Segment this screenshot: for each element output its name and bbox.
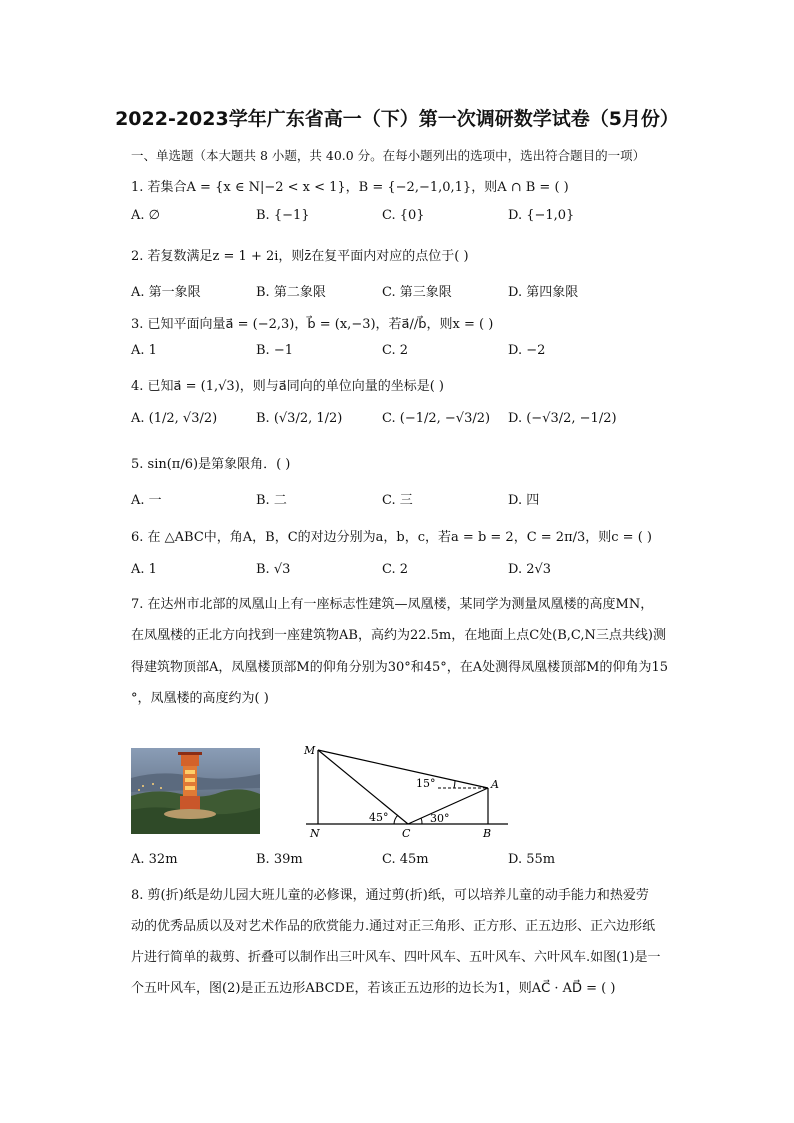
q3-option-a: A. 1: [131, 343, 157, 358]
q1-option-b: B. {−1}: [256, 208, 310, 223]
q2-option-b: B. 第二象限: [256, 285, 326, 300]
question-5-stem: 5. sin(π/6)是第象限角．( ): [131, 457, 291, 472]
question-7-line-1: 7. 在达州市北部的凤凰山上有一座标志性建筑—凤凰楼，某同学为测量凤凰楼的高度MN，: [131, 597, 654, 612]
q5-option-a: A. 一: [131, 493, 162, 508]
q7-option-a: A. 32m: [131, 852, 178, 867]
q3-option-c: C. 2: [382, 343, 409, 358]
point-a-label: A: [491, 778, 499, 791]
q4-option-b: B. (√3/2, 1/2): [256, 411, 343, 426]
q5-option-b: B. 二: [256, 493, 287, 508]
q2-option-c: C. 第三象限: [382, 285, 452, 300]
angle-45-label: 45°: [369, 811, 389, 824]
q6-option-b: B. √3: [256, 562, 291, 577]
q2-option-a: A. 第一象限: [131, 285, 201, 300]
q2-option-d: D. 第四象限: [508, 285, 579, 300]
question-7-line-2: 在凤凰楼的正北方向找到一座建筑物AB，高约为22.5m，在地面上点C处(B,C,N三点共线)测: [131, 628, 666, 643]
question-1-stem: 1. 若集合A = {x ∈ N|−2 < x < 1}，B = {−2,−1,0,1}，则A ∩ B = ( ): [131, 180, 569, 195]
question-4-stem: 4. 已知a⃗ = (1,√3)，则与a⃗同向的单位向量的坐标是( ): [131, 379, 445, 394]
section-heading: 一、单选题（本大题共 8 小题，共 40.0 分。在每小题列出的选项中，选出符合题目的一项）: [131, 148, 646, 163]
q7-option-b: B. 39m: [256, 852, 303, 867]
question-8-line-2: 动的优秀品质以及对艺术作品的欣赏能力.通过对正三角形、正方形、正五边形、正六边形纸: [131, 919, 656, 934]
question-6-stem: 6. 在 △ABC中，角A，B，C的对边分别为a，b，c，若a = b = 2，C = 2π/3，则c = ( ): [131, 530, 652, 545]
q7-option-c: C. 45m: [382, 852, 429, 867]
q4-option-c: C. (−1/2, −√3/2): [382, 411, 491, 426]
point-n-label: N: [310, 827, 320, 840]
q6-option-d: D. 2√3: [508, 562, 552, 577]
question-7-line-3: 得建筑物顶部A，凤凰楼顶部M的仰角分别为30°和45°，在A处测得凤凰楼顶部M的仰角为15: [131, 660, 669, 675]
page-title: 2022-2023学年广东省高一（下）第一次调研数学试卷（5月份）: [115, 108, 679, 130]
q7-option-d: D. 55m: [508, 852, 556, 867]
q5-option-d: D. 四: [508, 493, 540, 508]
q3-option-d: D. −2: [508, 343, 546, 358]
tower-photo: [131, 748, 260, 834]
question-2-stem: 2. 若复数满足z = 1 + 2i，则z̄在复平面内对应的点位于( ): [131, 249, 469, 264]
q1-option-d: D. {−1,0}: [508, 208, 575, 223]
question-8-line-1: 8. 剪(折)纸是幼儿园大班儿童的必修课，通过剪(折)纸，可以培养儿童的动手能力和热爱劳: [131, 888, 649, 903]
q6-option-c: C. 2: [382, 562, 409, 577]
q3-option-b: B. −1: [256, 343, 293, 358]
point-c-label: C: [402, 827, 411, 840]
q4-option-d: D. (−√3/2, −1/2): [508, 411, 617, 426]
q6-option-a: A. 1: [131, 562, 157, 577]
angle-diagram: [298, 738, 512, 844]
q1-option-a: A. ∅: [131, 208, 160, 223]
question-7-line-4: °，凤凰楼的高度约为( ): [131, 691, 269, 706]
question-8-line-3: 片进行简单的裁剪、折叠可以制作出三叶风车、四叶风车、五叶风车、六叶风车.如图(1)是一: [131, 950, 661, 965]
point-m-label: M: [304, 744, 316, 757]
q4-option-a: A. (1/2, √3/2): [131, 411, 218, 426]
angle-15-label: 15°: [416, 777, 436, 790]
point-b-label: B: [483, 827, 492, 840]
angle-30-label: 30°: [430, 812, 450, 825]
q5-option-c: C. 三: [382, 493, 413, 508]
question-3-stem: 3. 已知平面向量a⃗ = (−2,3)，b⃗ = (x,−3)，若a⃗//b⃗，则x = ( ): [131, 317, 494, 332]
q1-option-c: C. {0}: [382, 208, 425, 223]
question-8-line-4: 个五叶风车，图(2)是正五边形ABCDE，若该正五边形的边长为1，则AC⃗ · AD⃗ = ( ): [131, 981, 616, 996]
